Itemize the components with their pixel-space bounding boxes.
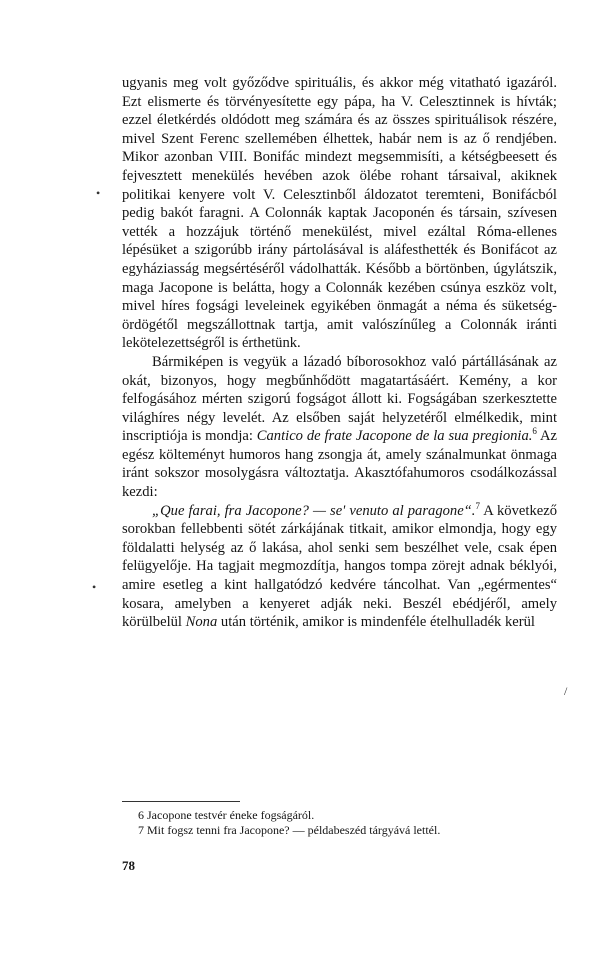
footnote-6-mark: 6 — [138, 808, 144, 822]
paragraph-3-quote: „Que farai, fra Jacopone? — se' venuto al paragone“. — [152, 502, 476, 519]
page-body — [122, 74, 557, 632]
footnote-ref-7: 7 — [475, 500, 480, 511]
margin-mark-right-1: / — [564, 684, 568, 698]
footnote-7-mark: 7 — [138, 823, 144, 837]
footnote-6 — [122, 808, 557, 823]
paragraph-2 — [122, 353, 557, 502]
paragraph-3-italic-nona: Nona — [185, 614, 218, 631]
footnote-divider — [122, 801, 240, 802]
paragraph-2-italic-title: Cantico de frate Jacopone de la sua pregionia. — [256, 428, 533, 445]
margin-mark-left-2: • — [92, 580, 97, 594]
margin-mark-left-1: • — [96, 186, 101, 200]
footnote-7 — [122, 823, 557, 838]
page-number: 78 — [122, 858, 135, 873]
paragraph-3-text-a: A következő sorokban fellebbenti sötét zárkájának titkait, amikor elmondja, hogy egy földalatti helység az ő lakása, ahol senki sem beszélhet vele, csak épen felügyelője. Ha tagjait megmozdítja, hangos tompa zörejt adnak béklyói, amire esetleg a kint hallgatódzó kedvére táncolhat. Van „egérmentes“ kosara, amelyben a kenyeret adják neki. Beszél ebédjéről, amely körülbelül — [122, 502, 557, 631]
paragraph-1 — [122, 74, 557, 353]
footnote-7-text: Mit fogsz tenni fra Jacopone? — példabeszéd tárgyává lettél. — [147, 823, 441, 837]
footnote-6-text: Jacopone testvér éneke fogságáról. — [147, 808, 315, 822]
paragraph-2-text-a: Bármiképen is vegyük a lázadó bíborosokhoz való pártállásának az okát, bizonyos, hogy megbűnhődött magatartásáért. Kemény, a kor felfogásához mérten szigorú fogságot állott ki. Fogságában szerkesztette világhíres négy levelét. Az elsőben saját helyzetéről elmélkedik, mint inscriptiója is mondja: — [122, 353, 557, 445]
paragraph-2-text-b: Az egész költeményt humoros hang zsongja át, amely szánalmunkat önmaga iránt sokszor mosolygásra változtatja. Akasztófahumoros csodálkozással kezdi: — [122, 428, 557, 501]
paragraph-3 — [122, 502, 557, 632]
footnotes — [122, 808, 557, 838]
paragraph-1-text: ugyanis meg volt győződve spirituális, és akkor még vitatható igazáról. Ezt elismerte és törvényesítette egy pápa, ha V. Celesztinnek is hívták; ezzel életkérdés oldódott meg számára és az összes spirituálisok részére, mivel Szent Ferenc szellemében élhettek, habár nem is az ő rendjében. Mikor azonban VIII. Bonifác mindezt megsemmisíti, a kétségbeesett és fejvesztett menekülés hevében azok ölébe rohant társaival, akiknek politikai kenyere volt V. Celesztinből áldozatot teremteni, Bonifácból pedig bakót faragni. A Colonnák kaptak Jacoponén és társain, szívesen vették a hozzájuk történő menekülést, mivel ezáltal Róma-ellenes lépésüket a szigorúbb irány pártolásával is aláfesthették és Bonifácot az egyháziasság megsértéséről vádolhatták. Később a börtönben, úgylátszik, maga Jacopone is belátta, hogy a Colonnák kezében csúnya eszköz volt, mivel híres fogsági leveleinek egyikében önmagát a néma és süketség-ördögétől megszállottnak tartja, amit valószínűleg a Colonnák iránti lekötelezettségről is érthetünk. — [122, 75, 557, 352]
paragraph-3-text-b: után történik, amikor is mindenféle ételhulladék kerül — [217, 614, 535, 631]
footnote-ref-6: 6 — [532, 426, 537, 437]
